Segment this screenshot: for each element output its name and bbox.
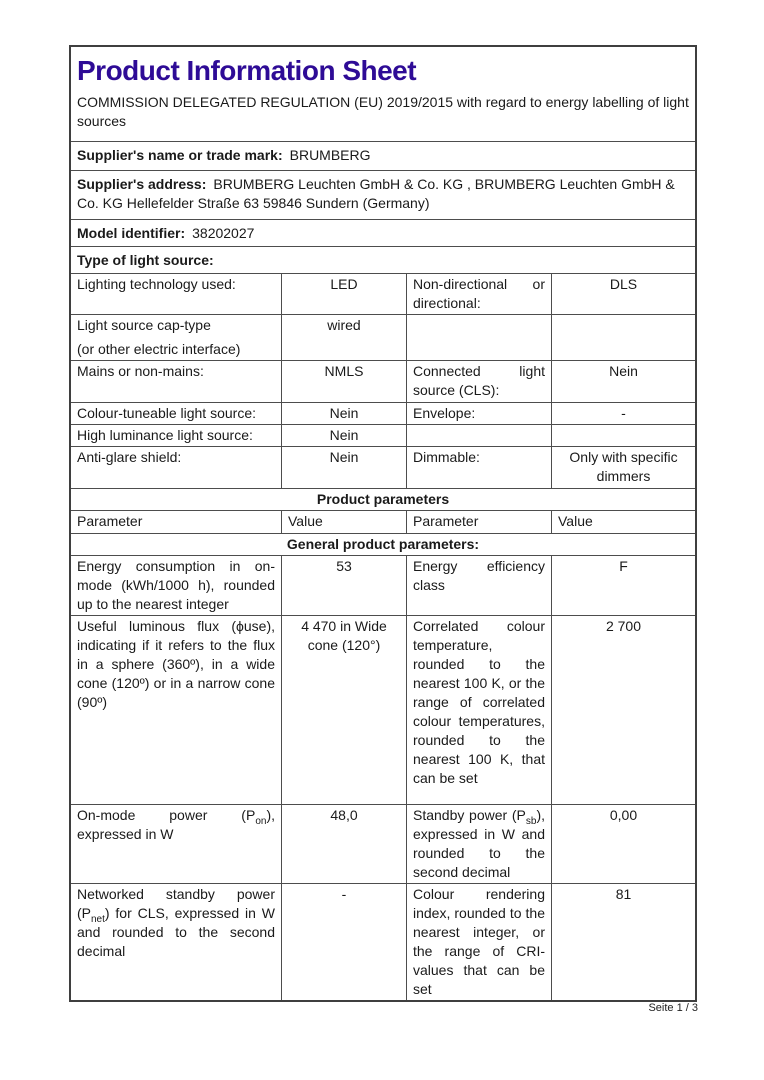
param-value: Nein (609, 363, 638, 379)
table-row-cap-type (71, 315, 695, 361)
table-row-luminous-flux (71, 616, 695, 805)
table-row-on-mode-power (71, 805, 695, 884)
supplier-name-row (71, 142, 695, 171)
table-column-headers (71, 511, 695, 534)
section-title-general-parameters: General product parameters: (71, 534, 695, 556)
model-identifier-row (71, 220, 695, 247)
param-label: Colour rendering index, rounded to the nearest integer, or the range of CRI-values that can be set (407, 884, 552, 1000)
param-value: 81 (615, 886, 632, 902)
section-title-product-parameters: Product parameters (71, 489, 695, 511)
param-label: Connected light source (CLS): (407, 361, 552, 402)
param-label (407, 425, 552, 446)
column-header: Value (558, 513, 593, 529)
param-label: Energy consumption in on-mode (kWh/1000 h), rounded up to the nearest integer (71, 556, 282, 615)
param-label: Non-directional or directional: (407, 274, 552, 314)
param-label (407, 315, 552, 360)
table-row-lighting-technology (71, 274, 695, 315)
param-label: Light source cap-type (or other electric interface) (71, 315, 282, 360)
param-label: On-mode power $(P_{on})$, expressed in W (71, 805, 282, 883)
regulation-subtitle: COMMISSION DELEGATED REGULATION (EU) 2019/2015 with regard to energy labelling of light sources (77, 94, 689, 129)
param-label: Colour-tuneable light source: (71, 403, 282, 424)
param-label: Dimmable: (407, 447, 552, 488)
param-value: NMLS (282, 361, 407, 402)
column-header: Parameter (407, 511, 552, 533)
type-of-light-source-heading: Type of light source: (77, 252, 214, 268)
column-header: Parameter (71, 511, 282, 533)
param-label: Anti-glare shield: (71, 447, 282, 488)
param-value: 4 470 in Wide cone (120°) (282, 616, 407, 804)
param-label: Lighting technology used: (71, 274, 282, 314)
param-label: Networked standby power $(P_{net})$ for CLS, expressed in W and rounded to the second decimal (71, 884, 282, 1000)
param-value: 0,00 (609, 807, 638, 823)
param-value: Nein (282, 447, 407, 488)
param-value: F (619, 558, 628, 574)
param-label: Mains or non-mains: (71, 361, 282, 402)
supplier-name-label: Supplier's name or trade mark: (77, 147, 283, 163)
param-value (552, 315, 695, 360)
model-identifier-value: 38202027 (192, 225, 255, 241)
param-label: Useful luminous flux (ϕuse), indicating if it refers to the flux in a sphere (360º), in a wide cone (120º) or in a narrow cone (90º) (71, 616, 282, 804)
param-value: 48,0 (282, 805, 407, 883)
param-value: Nein (282, 425, 407, 446)
subscript-text: on (255, 815, 267, 827)
param-value: Nein (282, 403, 407, 424)
supplier-address-value: BRUMBERG Leuchten GmbH & Co. KG , BRUMBERG Leuchten GmbH & Co. KG Hellefelder Straße 63 59846 Sundern (Germany) (77, 176, 675, 211)
column-header: Value (282, 511, 407, 533)
param-value: - (282, 884, 407, 1000)
table-row-networked-standby (71, 884, 695, 1000)
supplier-address-label: Supplier's address: (77, 176, 207, 192)
param-value: 53 (282, 556, 407, 615)
param-value: LED (282, 274, 407, 314)
param-value: DLS (609, 276, 638, 292)
table-row-colour-tuneable (71, 403, 695, 425)
page-number: Seite 1 / 3 (648, 1002, 698, 1014)
param-label: Envelope: (407, 403, 552, 424)
supplier-name-value: BRUMBERG (289, 147, 371, 163)
subscript-text: sb (525, 815, 537, 827)
param-value: Only with specific dimmers (569, 449, 678, 484)
param-label: High luminance light source: (71, 425, 282, 446)
table-row-high-luminance (71, 425, 695, 447)
title-block (71, 47, 695, 142)
table-row-mains (71, 361, 695, 403)
param-label: Correlated colour temperature, rounded to the nearest 100 K, or the range of correlated colour temperatures, rounded to the nearest 100 K, that can be set (407, 616, 552, 804)
product-information-sheet (69, 45, 697, 1002)
param-value: wired (282, 315, 407, 360)
param-label: Standby power $(P_{sb})$, expressed in W and rounded to the second decimal (407, 805, 552, 883)
table-row-anti-glare (71, 447, 695, 489)
type-of-light-source-row (71, 247, 695, 274)
param-label: Energy efficiency class (407, 556, 552, 615)
param-value (552, 425, 695, 446)
param-value: 2 700 (605, 618, 642, 634)
supplier-address-row (71, 171, 695, 220)
subscript-text: net (91, 913, 105, 925)
table-row-energy-consumption (71, 556, 695, 616)
page-title: Product Information Sheet (77, 55, 417, 86)
model-identifier-label: Model identifier: (77, 225, 186, 241)
param-value: - (621, 405, 626, 421)
